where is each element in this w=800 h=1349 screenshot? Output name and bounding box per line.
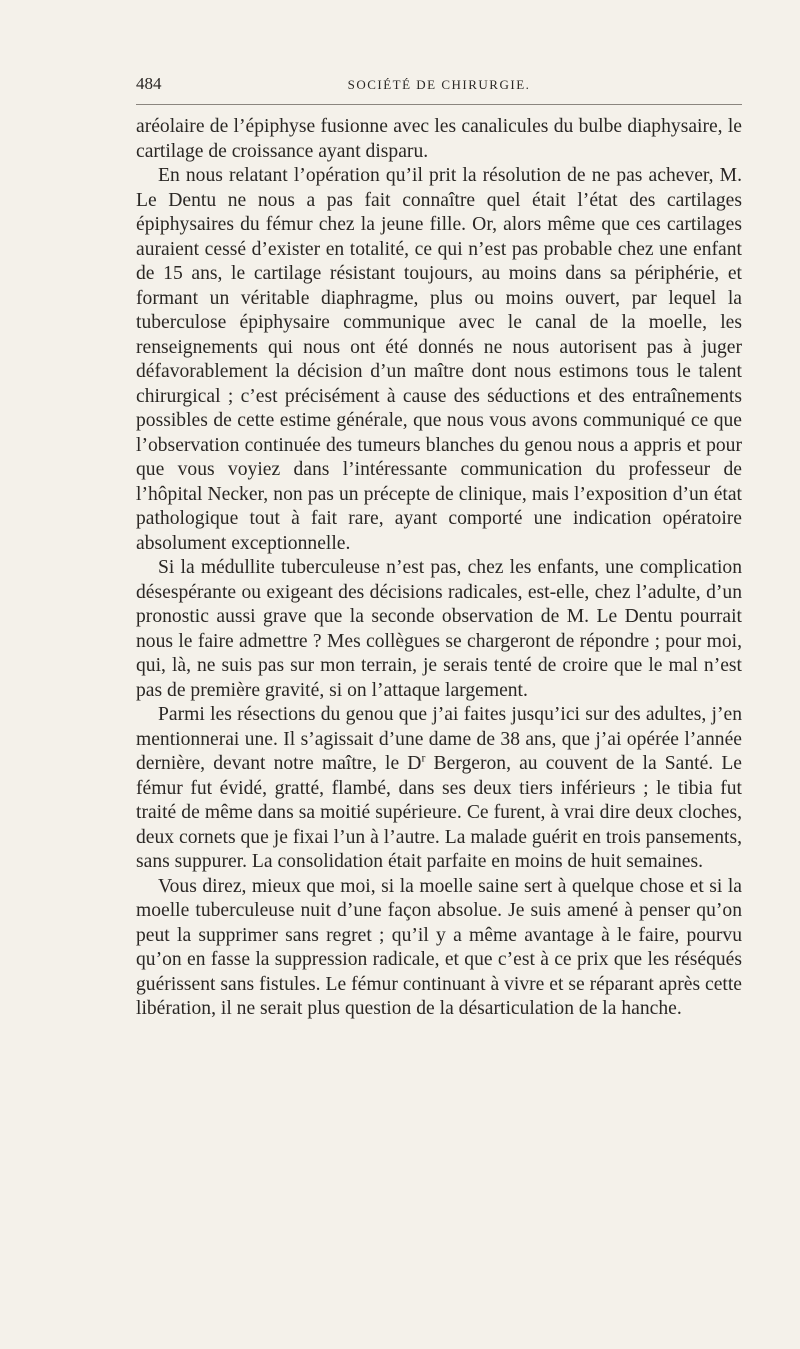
- paragraph-text: Bergeron, au couvent de la Santé. Le fémur fut évidé, gratté, flambé, dans ses deux tiers inférieurs ; le tibia fut traité de même dans sa moitié supérieure. Ce furent, à vrai dire deux cloches, deux cornets que je fixai l’un à l’autre. La malade guérit en trois pansements, sans suppurer. La consolidation était parfaite en moins de huit semaines.: [136, 753, 743, 872]
- paragraph: Vous direz, mieux que moi, si la moelle saine sert à quelque chose et si la moelle tuberculeuse nuit d’une façon absolue. Je suis amené à penser qu’on peut la supprimer sans regret ; qu’il y a même avantage à le faire, pourvu qu’on en fasse la suppression radicale, et que c’est à ce prix que les réséqués guérissent sans fistules. Le fémur continuant à vivre et se réparant après cette libération, il ne serait plus question de la désarticulation de la hanche.: [136, 875, 742, 1019]
- paragraph: aréolaire de l’épiphyse fusionne avec les canalicules du bulbe diaphysaire, le cartilage de croissance ayant disparu.: [136, 116, 742, 162]
- running-head: [136, 70, 742, 98]
- paragraph: En nous relatant l’opération qu’il prit la résolution de ne pas achever, M. Le Dentu ne nous a pas fait connaître quel était l’état des cartilages épiphysaires du fémur chez la jeune fille. Or, alors même que ces cartilages auraient cessé d’exister en totalité, ce qui n’est pas probable chez une enfant de 15 ans, le cartilage résistant toujours, au moins dans sa périphérie, et formant un véritable diaphragme, plus ou moins ouvert, par lequel la tuberculose épiphysaire communique avec le canal de la moelle, les renseignements qui nous ont été donnés ne nous autorisent pas à juger défavorablement la décision d’un maître dont nous estimons tous le talent chirurgical ; c’est précisément à cause des séductions et des entraînements possibles de cette estime générale, que nous vous avons communiqué ce que l’observation continuée des tumeurs blanches du genou nous a appris et pour que vous voyiez dans l’intéressante communication du professeur de l’hôpital Necker, non pas un précepte de clinique, mais l’exposition d’un état pathologique tout à fait rare, ayant comporté une indication opératoire absolument exceptionnelle.: [136, 165, 742, 554]
- header-rule: [136, 104, 742, 105]
- page-number: 484: [136, 74, 162, 93]
- paragraph: Si la médullite tuberculeuse n’est pas, chez les enfants, une complication désespérante ou exigeant des décisions radicales, est-elle, chez l’adulte, d’un pronostic aussi grave que la seconde observation de M. Le Dentu pourrait nous le faire admettre ? Mes collègues se chargeront de répondre ; pour moi, qui, là, ne suis pas sur mon terrain, je serais tenté de croire que le mal n’est pas de première gravité, si on l’attaque largement.: [136, 557, 742, 701]
- page: [136, 70, 742, 1022]
- paragraph-text: Parmi les résections du genou que j’ai faites jusqu’ici sur des adultes, j’en mentionnerai une. Il s’agissait d’une dame de 38 ans, que j’ai opérée l’année dernière, devant notre maître, le D: [136, 704, 742, 774]
- running-title: SOCIÉTÉ DE CHIRURGIE.: [347, 77, 531, 92]
- paragraph: [136, 703, 742, 875]
- superscript-abbreviation: r: [421, 751, 426, 765]
- body-text: [136, 115, 742, 1022]
